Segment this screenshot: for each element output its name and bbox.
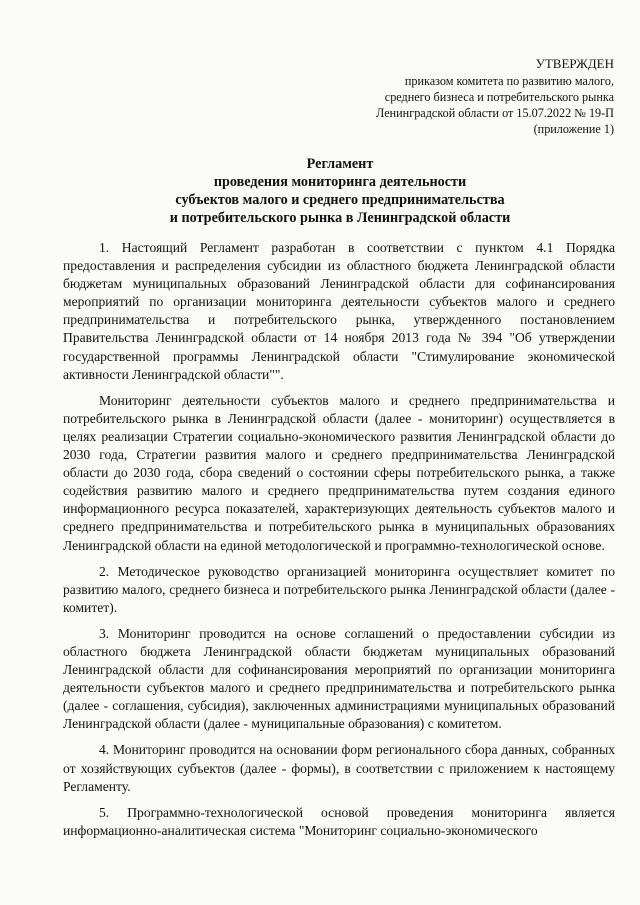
paragraph-3: 3. Мониторинг проводится на основе соглашений о предоставлении субсидии из областного бюджета Ленинградской области бюджетам муниципальных образований Ленинградской области для софинансирования мероприятий по организации мониторинга деятельности субъектов малого и среднего предпринимательства и потребительского рынка (далее - соглашения, субсидия), заключенных администрациями муниципальных образований Ленинградской области (далее - муниципальные образования) с комитетом. — [63, 625, 615, 732]
title-line: и потребительского рынка в Ленинградской области — [169, 210, 511, 226]
title-line: проведения мониторинга деятельности — [213, 174, 467, 190]
approval-stamp — [376, 56, 614, 137]
approval-line: приказом комитета по развитию малого, — [404, 74, 614, 88]
approval-line: (приложение 1) — [533, 122, 614, 136]
paragraph-4: 4. Мониторинг проводится на основании форм регионального сбора данных, собранных от хозяйствующих субъектов (далее - формы), в соответствии с приложением к настоящему Регламенту. — [63, 742, 615, 794]
paragraph-2: 2. Методическое руководство организацией мониторинга осуществляет комитет по развитию малого, среднего бизнеса и потребительского рынка Ленинградской области (далее - комитет). — [63, 563, 615, 615]
paragraph-1: 1. Настоящий Регламент разработан в соответствии с пунктом 4.1 Порядка предоставления и распределения субсидии из областного бюджета Ленинградской области бюджетам муниципальных образований Ленинградской области для софинансирования мероприятий по организации мониторинга деятельности субъектов малого и среднего предпринимательства и потребительского рынка, утвержденного постановлением Правительства Ленинградской области от 14 ноября 2013 года № 394 "Об утверждении государственной программы Ленинградской области "Стимулирование экономической активности Ленинградской области"". — [63, 240, 615, 382]
paragraph-5: 5. Программно-технологической основой проведения мониторинга является информационно-аналитическая система "Мониторинг социально-экономического — [63, 804, 615, 838]
approval-line: среднего бизнеса и потребительского рынка — [384, 90, 614, 104]
document-body — [63, 239, 615, 848]
title-line: Регламент — [306, 156, 374, 172]
approval-heading: УТВЕРЖДЕН — [535, 56, 614, 71]
document-title — [60, 155, 620, 227]
approval-line: Ленинградской области от 15.07.2022 № 19-П — [376, 106, 614, 120]
title-line: субъектов малого и среднего предпринимательства — [175, 192, 505, 208]
paragraph-monitoring: Мониторинг деятельности субъектов малого и среднего предпринимательства и потребительского рынка в Ленинградской области (далее - мониторинг) осуществляется в целях реализации Стратегии социально-экономического развития Ленинградской области до 2030 года, Стратегии развития малого и среднего предпринимательства Ленинградской области до 2030 года, сбора сведений о состоянии сферы потребительского рынка, а также содействия развитию малого и среднего предпринимательства путем создания единого информационного ресурса показателей, характеризующих деятельность субъектов малого и среднего предпринимательства и потребительского рынка в муниципальных образованиях Ленинградской области на единой методологической и программно-технологической основе. — [63, 392, 615, 553]
